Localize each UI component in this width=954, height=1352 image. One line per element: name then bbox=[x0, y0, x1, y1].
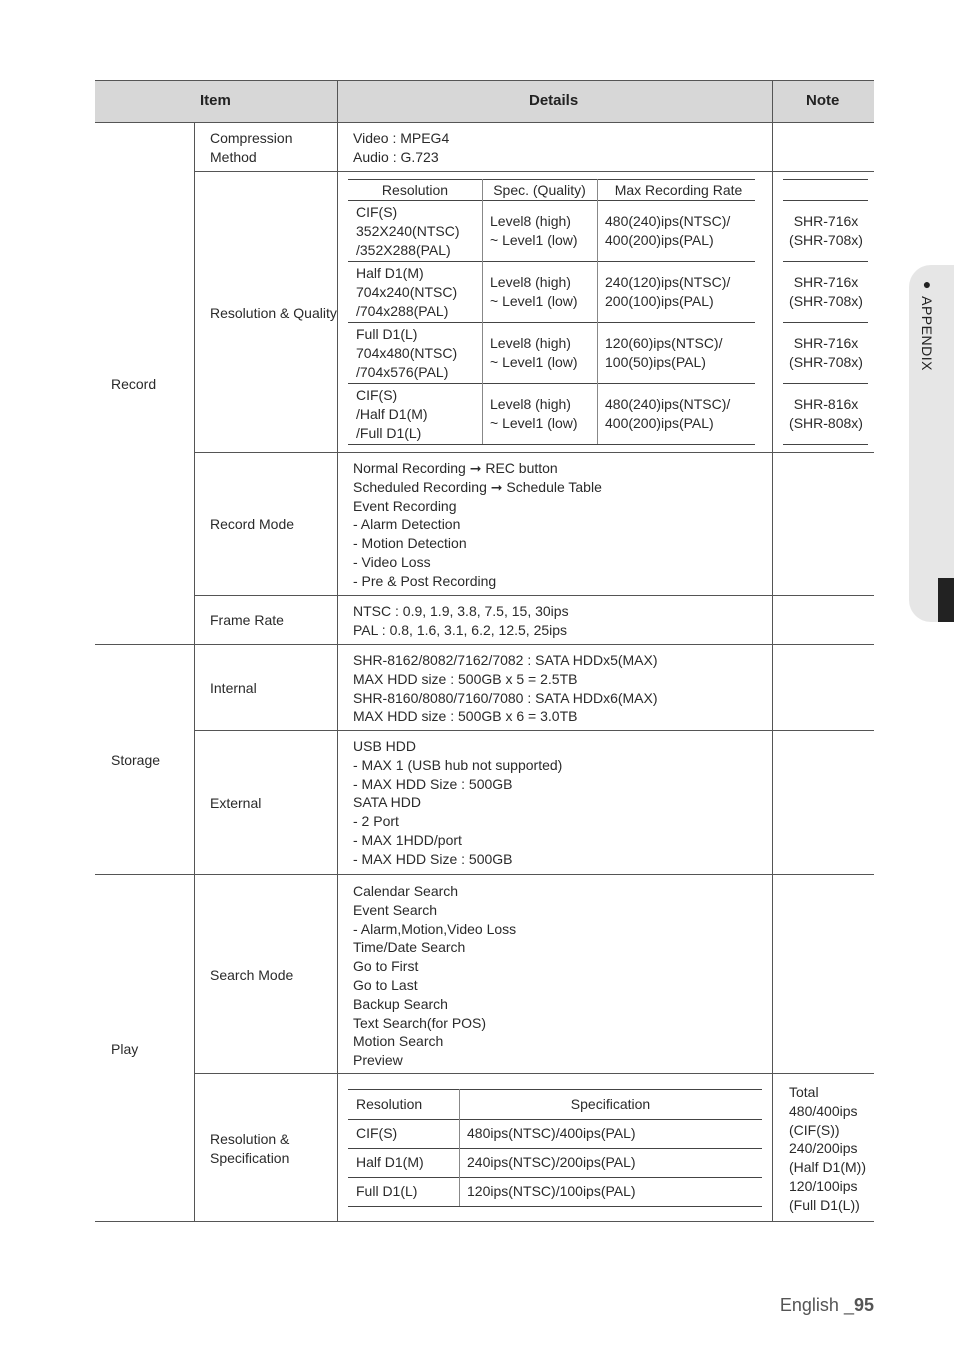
subtable-rule bbox=[348, 261, 755, 262]
resq-row-spec: Level8 (high) ~ Level1 (low) bbox=[490, 274, 578, 309]
resq-col-rate: Max Recording Rate bbox=[614, 182, 743, 198]
page-number: 95 bbox=[853, 1295, 874, 1315]
search-mode-label: Search Mode bbox=[210, 967, 294, 983]
rule bbox=[95, 122, 874, 123]
rule bbox=[95, 80, 874, 81]
res-spec-row-res: Full D1(L) bbox=[356, 1183, 418, 1199]
subtable-rule bbox=[597, 179, 598, 444]
note-rule bbox=[783, 179, 868, 180]
res-spec-label: Resolution & Specification bbox=[210, 1131, 290, 1166]
note-rule bbox=[783, 200, 868, 201]
external-label: External bbox=[210, 795, 262, 811]
rule bbox=[337, 80, 338, 1222]
header-details: Details bbox=[529, 92, 579, 109]
record-mode-label: Record Mode bbox=[210, 516, 295, 532]
header-item: Item bbox=[200, 92, 231, 109]
resq-row-note: SHR-716x (SHR-708x) bbox=[789, 274, 863, 309]
rule bbox=[194, 122, 195, 1222]
note-rule bbox=[783, 261, 868, 262]
resq-row-spec: Level8 (high) ~ Level1 (low) bbox=[490, 396, 578, 431]
header-note: Note bbox=[806, 92, 840, 109]
resq-row-note: SHR-816x (SHR-808x) bbox=[789, 396, 863, 431]
search-mode-details: Calendar Search Event Search - Alarm,Motion,Video Loss Time/Date Search Go to First Go to Last Backup Search Text Search(for POS) Motion Search Preview bbox=[353, 883, 517, 1069]
resq-row-spec: Level8 (high) ~ Level1 (low) bbox=[490, 335, 578, 370]
subtable-rule bbox=[348, 1206, 762, 1207]
resq-label: Resolution & Quality bbox=[210, 305, 337, 321]
res-spec-row-spec: 120ips(NTSC)/100ips(PAL) bbox=[467, 1183, 636, 1199]
rule bbox=[95, 644, 874, 645]
resq-row-rate: 240(120)ips(NTSC)/ 200(100)ips(PAL) bbox=[605, 274, 731, 309]
res-spec-col-resolution: Resolution bbox=[356, 1096, 423, 1112]
res-spec-note: Total 480/400ips (CIF(S)) 240/200ips (Half D1(M)) 120/100ips (Full D1(L)) bbox=[789, 1084, 866, 1213]
subtable-rule bbox=[348, 1177, 762, 1178]
subtable-rule bbox=[348, 1148, 762, 1149]
resq-col-spec: Spec. (Quality) bbox=[493, 182, 586, 198]
side-tab-marker bbox=[938, 578, 954, 622]
group-storage: Storage bbox=[111, 752, 161, 768]
compression-details: Video : MPEG4 Audio : G.723 bbox=[353, 130, 450, 165]
res-spec-row-res: CIF(S) bbox=[356, 1125, 398, 1141]
frame-rate-details: NTSC : 0.9, 1.9, 3.8, 7.5, 15, 30ips PAL : 0.8, 1.6, 3.1, 6.2, 12.5, 25ips bbox=[353, 603, 569, 638]
res-spec-row-spec: 480ips(NTSC)/400ips(PAL) bbox=[467, 1125, 636, 1141]
note-rule bbox=[783, 444, 868, 445]
resq-row-rate: 480(240)ips(NTSC)/ 400(200)ips(PAL) bbox=[605, 213, 731, 248]
footer-language: English _ bbox=[779, 1295, 854, 1315]
subtable-rule bbox=[482, 179, 483, 444]
subtable-rule bbox=[348, 200, 755, 201]
subtable-rule bbox=[348, 322, 755, 323]
note-rule bbox=[783, 383, 868, 384]
subtable-rule bbox=[348, 1119, 762, 1120]
subtable-rule bbox=[348, 444, 755, 445]
resq-row-res: CIF(S) /Half D1(M) /Full D1(L) bbox=[356, 387, 428, 441]
resq-row-rate: 480(240)ips(NTSC)/ 400(200)ips(PAL) bbox=[605, 396, 731, 431]
frame-rate-label: Frame Rate bbox=[210, 612, 284, 628]
page-footer bbox=[780, 1295, 874, 1316]
resq-row-res: CIF(S) 352X240(NTSC) /352X288(PAL) bbox=[356, 204, 460, 258]
group-record: Record bbox=[111, 376, 157, 392]
resq-row-res: Half D1(M) 704x240(NTSC) /704x288(PAL) bbox=[356, 265, 458, 319]
res-spec-col-spec: Specification bbox=[570, 1096, 651, 1112]
resq-col-resolution: Resolution bbox=[381, 182, 449, 198]
rule bbox=[772, 80, 773, 1222]
subtable-rule bbox=[348, 179, 755, 180]
side-tab-label: ● APPENDIX bbox=[919, 276, 935, 371]
res-spec-row-res: Half D1(M) bbox=[356, 1154, 424, 1170]
rule bbox=[95, 1221, 874, 1222]
subtable-rule bbox=[348, 383, 755, 384]
rule bbox=[95, 874, 874, 875]
external-details: USB HDD - MAX 1 (USB hub not supported) - MAX HDD Size : 500GB SATA HDD - 2 Port - MAX 1HDD/port - MAX HDD Size : 500GB bbox=[353, 738, 563, 867]
res-spec-row-spec: 240ips(NTSC)/200ips(PAL) bbox=[467, 1154, 636, 1170]
subtable-rule bbox=[348, 1089, 762, 1090]
compression-label: Compression Method bbox=[210, 130, 293, 165]
internal-details: SHR-8162/8082/7162/7082 : SATA HDDx5(MAX) MAX HDD size : 500GB x 5 = 2.5TB SHR-8160/8080/7160/7080 : SATA HDDx6(MAX) MAX HDD size : 500GB x 6 = 3.0TB bbox=[353, 652, 658, 725]
group-play: Play bbox=[111, 1041, 139, 1057]
resq-row-rate: 120(60)ips(NTSC)/ 100(50)ips(PAL) bbox=[605, 335, 723, 370]
resq-row-note: SHR-716x (SHR-708x) bbox=[789, 213, 863, 248]
record-mode-details: Normal Recording ➞ REC button Scheduled Recording ➞ Schedule Table Event Recording - Alarm Detection - Motion Detection - Video Loss - Pre & Post Recording bbox=[353, 460, 602, 589]
internal-label: Internal bbox=[210, 680, 257, 696]
resq-row-note: SHR-716x (SHR-708x) bbox=[789, 335, 863, 370]
resq-row-res: Full D1(L) 704x480(NTSC) /704x576(PAL) bbox=[356, 326, 458, 380]
note-rule bbox=[783, 322, 868, 323]
resq-row-spec: Level8 (high) ~ Level1 (low) bbox=[490, 213, 578, 248]
